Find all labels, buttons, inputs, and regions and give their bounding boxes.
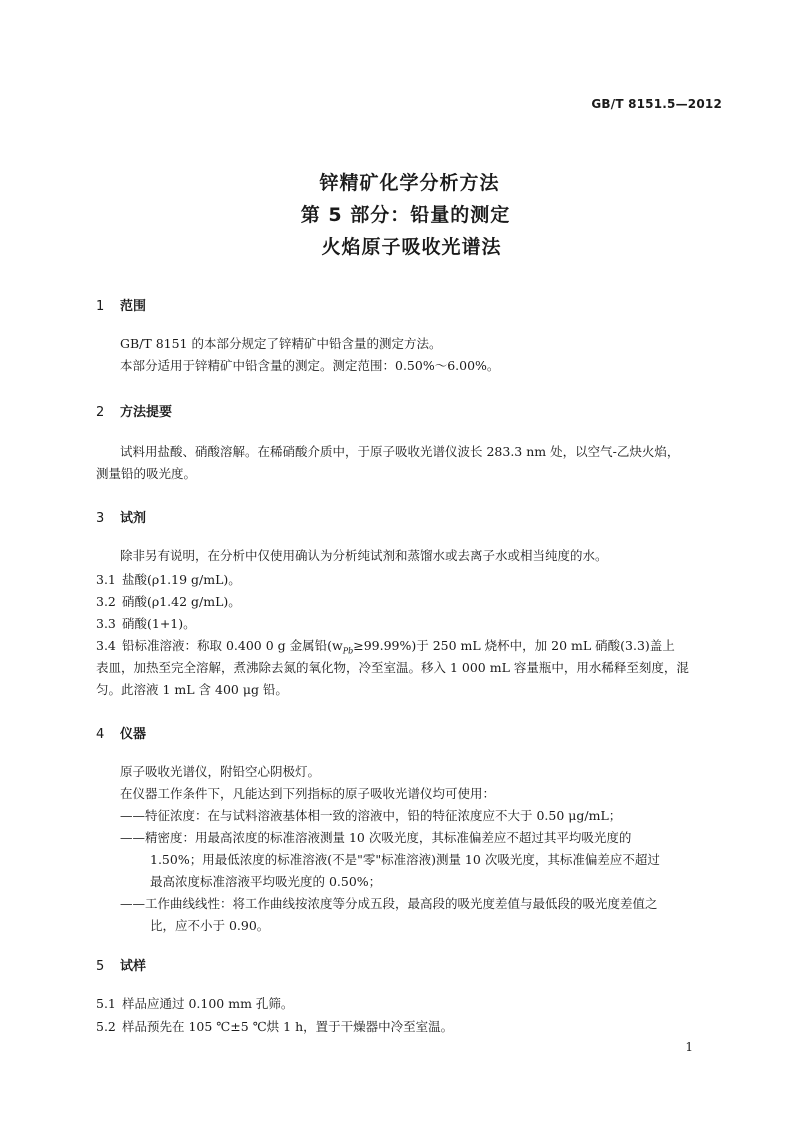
section-number: 2 bbox=[96, 405, 105, 420]
list-item bbox=[96, 1016, 453, 1037]
item-text: 样品预先在 105 ℃±5 ℃烘 1 h，置于干燥器中冷至室温。 bbox=[122, 1019, 454, 1034]
item-number: 3.4 bbox=[96, 638, 116, 653]
section-4-heading bbox=[96, 723, 146, 742]
paragraph: 试料用盐酸、硝酸溶解。在稀硝酸介质中，于原子吸收光谱仪波长 283.3 nm 处，以空气-乙炔火焰， bbox=[120, 444, 680, 459]
item-text: 样品应通过 0.100 mm 孔筛。 bbox=[122, 996, 294, 1011]
item-text: ≥99.99%)于 250 mL 烧杯中，加 20 mL 硝酸(3.3)盖上 bbox=[353, 638, 675, 653]
dash-item-continuation: 比，应不小于 0.90。 bbox=[150, 918, 270, 933]
section-5-heading bbox=[96, 955, 146, 974]
section-1-heading bbox=[96, 295, 146, 314]
paragraph-continuation: 表皿，加热至完全溶解，煮沸除去氮的氧化物，冷至室温。移入 1 000 mL 容量瓶中，用水稀释至刻度，混 bbox=[96, 660, 689, 675]
section-title: 试样 bbox=[120, 959, 147, 974]
title-line-3: 火焰原子吸收光谱法 bbox=[321, 236, 502, 258]
item-number: 3.1 bbox=[96, 572, 116, 587]
dash-item: ——精密度：用最高浓度的标准溶液测量 10 次吸光度，其标准偏差应不超过其平均吸光度的 bbox=[120, 830, 632, 845]
section-title: 仪器 bbox=[120, 727, 147, 742]
dash-item-continuation: 1.50%；用最低浓度的标准溶液(不是"零"标准溶液)测量 10 次吸光度，其标准偏差应不超过 bbox=[150, 852, 660, 867]
paragraph: 除非另有说明，在分析中仅使用确认为分析纯试剂和蒸馏水或去离子水或相当纯度的水。 bbox=[120, 548, 608, 563]
paragraph: 在仪器工作条件下，凡能达到下列指标的原子吸收光谱仪均可使用： bbox=[120, 786, 496, 801]
item-text: 硝酸(ρ1.42 g/mL)。 bbox=[122, 594, 241, 609]
paragraph: GB/T 8151 的本部分规定了锌精矿中铅含量的测定方法。 bbox=[120, 336, 442, 351]
standard-code: GB/T 8151.5—2012 bbox=[591, 97, 722, 111]
title-line-1: 锌精矿化学分析方法 bbox=[319, 172, 500, 194]
title-line-2: 第 5 部分：铅量的测定 bbox=[300, 204, 511, 226]
paragraph: 本部分适用于锌精矿中铅含量的测定。测定范围：0.50%～6.00%。 bbox=[120, 358, 500, 373]
item-number: 5.2 bbox=[96, 1019, 116, 1034]
section-title: 范围 bbox=[120, 299, 147, 314]
paragraph-continuation: 匀。此溶液 1 mL 含 400 μg 铅。 bbox=[96, 682, 288, 697]
section-number: 5 bbox=[96, 959, 105, 974]
item-text: 盐酸(ρ1.19 g/mL)。 bbox=[122, 572, 241, 587]
section-title: 方法提要 bbox=[120, 405, 173, 420]
section-number: 3 bbox=[96, 511, 105, 526]
page-number: 1 bbox=[685, 1040, 693, 1054]
item-number: 3.3 bbox=[96, 616, 116, 631]
section-3-heading bbox=[96, 507, 146, 526]
section-number: 4 bbox=[96, 727, 105, 742]
paragraph-continuation: 测量铅的吸光度。 bbox=[96, 466, 197, 481]
list-item bbox=[96, 993, 293, 1014]
list-item bbox=[96, 613, 196, 634]
item-number: 3.2 bbox=[96, 594, 116, 609]
paragraph: 原子吸收光谱仪，附铅空心阴极灯。 bbox=[120, 764, 321, 779]
list-item bbox=[96, 569, 241, 590]
dash-item-continuation: 最高浓度标准溶液平均吸光度的 0.50%； bbox=[150, 874, 382, 889]
section-title: 试剂 bbox=[120, 511, 147, 526]
item-text: 硝酸(1+1)。 bbox=[122, 616, 196, 631]
dash-item: ——工作曲线线性：将工作曲线按浓度等分成五段，最高段的吸光度差值与最低段的吸光度差值之 bbox=[120, 896, 658, 911]
item-text: 铅标准溶液：称取 0.400 0 g 金属铅(w bbox=[122, 638, 343, 653]
item-number: 5.1 bbox=[96, 996, 116, 1011]
dash-item: ——特征浓度：在与试料溶液基体相一致的溶液中，铅的特征浓度应不大于 0.50 μg/mL； bbox=[120, 808, 622, 823]
section-2-heading bbox=[96, 401, 172, 420]
subscript: Pb bbox=[342, 646, 354, 656]
section-number: 1 bbox=[96, 299, 105, 314]
list-item bbox=[96, 591, 241, 612]
